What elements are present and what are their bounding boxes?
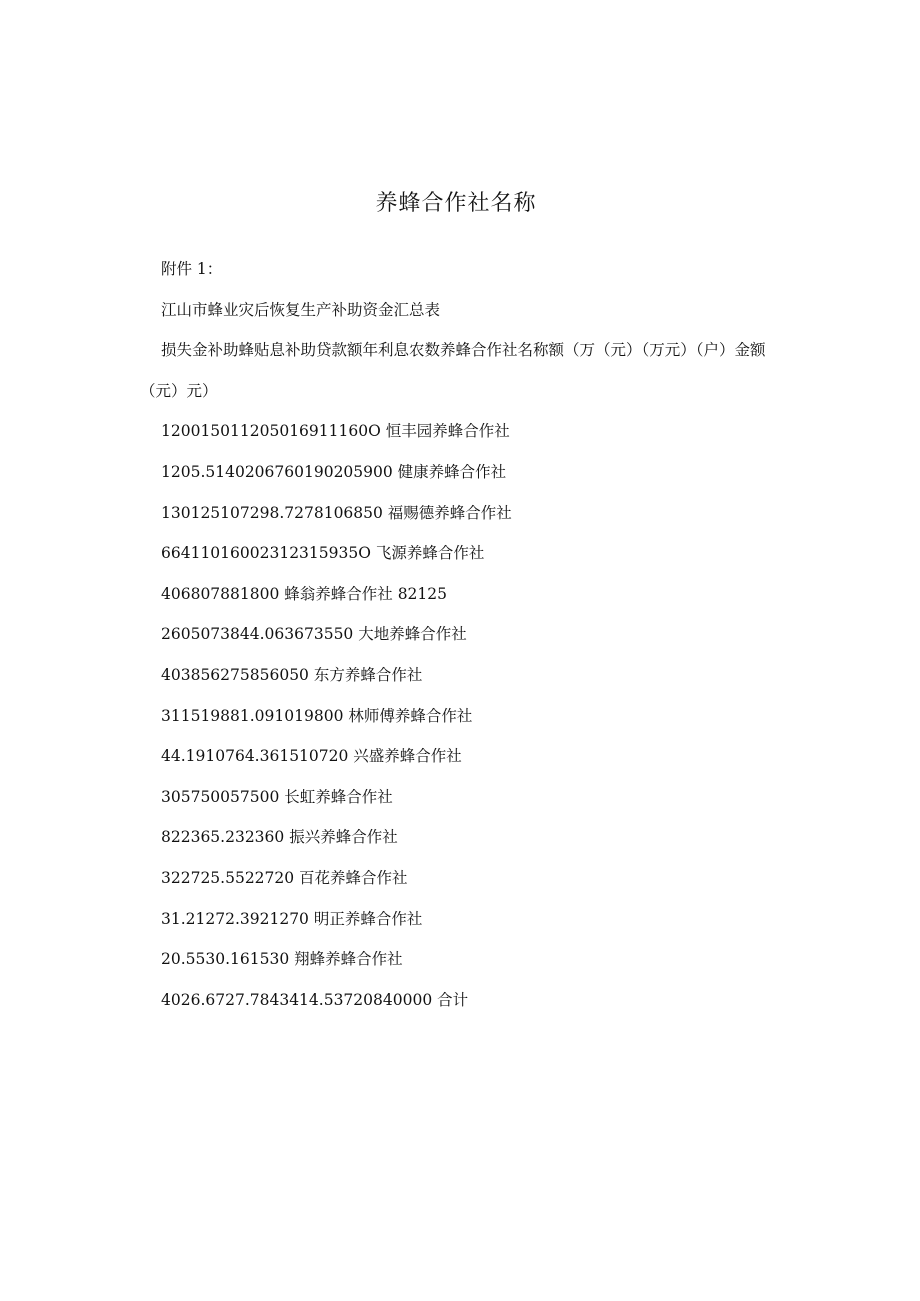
table-row: 120015011205016911160O 恒丰园养蜂合作社: [161, 422, 510, 441]
attachment-label: 附件 1：: [161, 260, 223, 278]
table-row: 1205.5140206760190205900 健康养蜂合作社: [161, 462, 507, 481]
table-row: 403856275856050 东方养蜂合作社: [161, 665, 423, 684]
table-row-total: 4026.6727.7843414.53720840000 合计: [161, 990, 469, 1009]
table-row: 822365.232360 振兴养蜂合作社: [161, 828, 398, 847]
table-header-text: 损失金补助蜂贴息补助贷款额年利息农数养蜂合作社名称额（万（元）（万元）（户）金额（元）元）: [140, 341, 766, 400]
table-title: 江山市蜂业灾后恢复生产补助资金汇总表: [161, 300, 441, 319]
table-row: 31.21272.3921270 明正养蜂合作社: [161, 909, 423, 928]
table-row: 406807881800 蜂翁养蜂合作社 82125: [161, 584, 448, 603]
table-row: 322725.5522720 百花养蜂合作社: [161, 868, 408, 887]
table-row: 44.1910764.361510720 兴盛养蜂合作社: [161, 747, 462, 766]
table-row: 20.5530.161530 翔蜂养蜂合作社: [161, 950, 403, 969]
table-row: 66411016002312315935O 飞源养蜂合作社: [161, 544, 485, 563]
table-row: 311519881.091019800 林师傅养蜂合作社: [161, 706, 473, 725]
table-row: 130125107298.7278106850 福赐德养蜂合作社: [161, 503, 512, 522]
table-row: 305750057500 长虹养蜂合作社: [161, 787, 393, 806]
document-body: [140, 254, 780, 1025]
document-title: 养蜂合作社名称: [375, 191, 537, 216]
summary-rows: [140, 416, 780, 1014]
table-row: 2605073844.063673550 大地养蜂合作社: [161, 625, 467, 644]
